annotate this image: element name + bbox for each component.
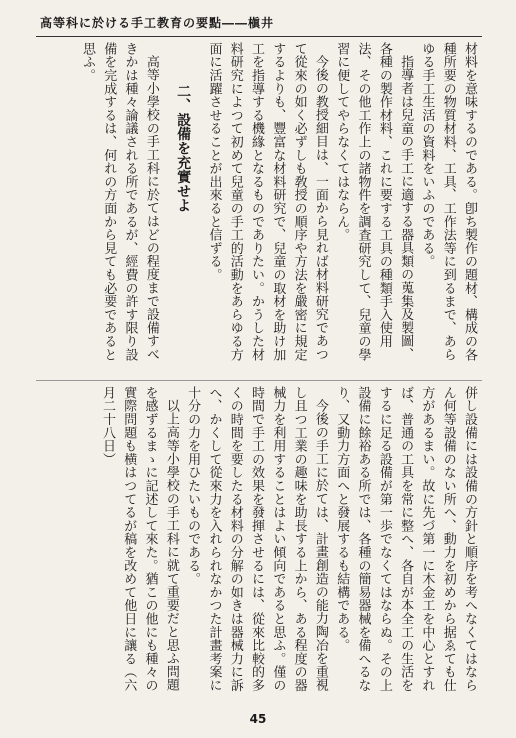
- running-header: 高等科に於ける手工教育の要點――槇井: [40, 16, 275, 30]
- paragraph: 高等小學校の手工科に於てはどの程度まで設備すべきかは種々論議される所であるが、經費の許す限り設備を完成するは、何れの方面から見ても必要であると思ふ。: [79, 42, 159, 362]
- page-number: 45: [249, 712, 267, 726]
- paragraph: 材料を意味するのである。卽ち製作の題材、構成の各種所要の物質材料、工具、工作法等に到るまで、あらゆる手工生活の資料をいふのである。: [419, 42, 477, 362]
- paragraph: 指導者は兒童の手工に適する器具類の蒐集及製圖、各種の製作材料、これに要する工具の種類手入使用法、その他工作上の諸物件を調査研究して、兒童の學習に便してやらなくてはならん。: [334, 42, 414, 362]
- paragraph: 以上高等小學校の手工科に就て重要だと思ふ問題を感ずるまゝに記述して來た。猶この他にも種々の實際問題も横はつてるが稿を改めて他日に讓る（六月二十八日）: [99, 386, 179, 692]
- paragraph: 併し設備には設備の方針と順序を考へなくてはならん何等設備のない所へ、動力を初めから据ゑても仕方があるまい。故に先づ第一に木金工を中心とすれば、普通の工具を常に整へ、各自が本全工の生活をするに足る設備が第一歩でなくてはならぬ。その上設備に餘裕ある所では、各種の簡易器械を備へるなり、又動力方面へと發展するも結構である。: [334, 386, 477, 692]
- section-heading: 二、設備を充實せよ: [175, 84, 192, 213]
- paragraph: 今後の教授細目は、一面から見れば材料研究であつて從來の如く必ずしも敎授の順序や方法を嚴密に規定するよりも、豐富な材料研究で、兒童の取材を助け加工を指導する機緣となるものでありたい。かうした材料研究によつて初めて兒童の手工的活動をあらゆる方面に活躍させることが出來ると信ずる。: [206, 42, 328, 362]
- header-rule: [36, 36, 482, 37]
- paragraph: 今後の手工に於ては、計畫創造の能力陶冶を重視し且つ工業の趣味を助長する上から、ある程度の器械力を利用することはよい傾向であると思ふ。僅の時間で手工の效果を發揮させるには、從來比較的多くの時間を要したる材料の分解の如きは器械力に訴へ、かくして從來力を入れられなかつた計畫考案に十分の力を用ひたいものである。: [185, 386, 328, 692]
- column-divider: [36, 380, 482, 381]
- bottom-text-column: [44, 386, 480, 704]
- top-text-column: [44, 42, 480, 372]
